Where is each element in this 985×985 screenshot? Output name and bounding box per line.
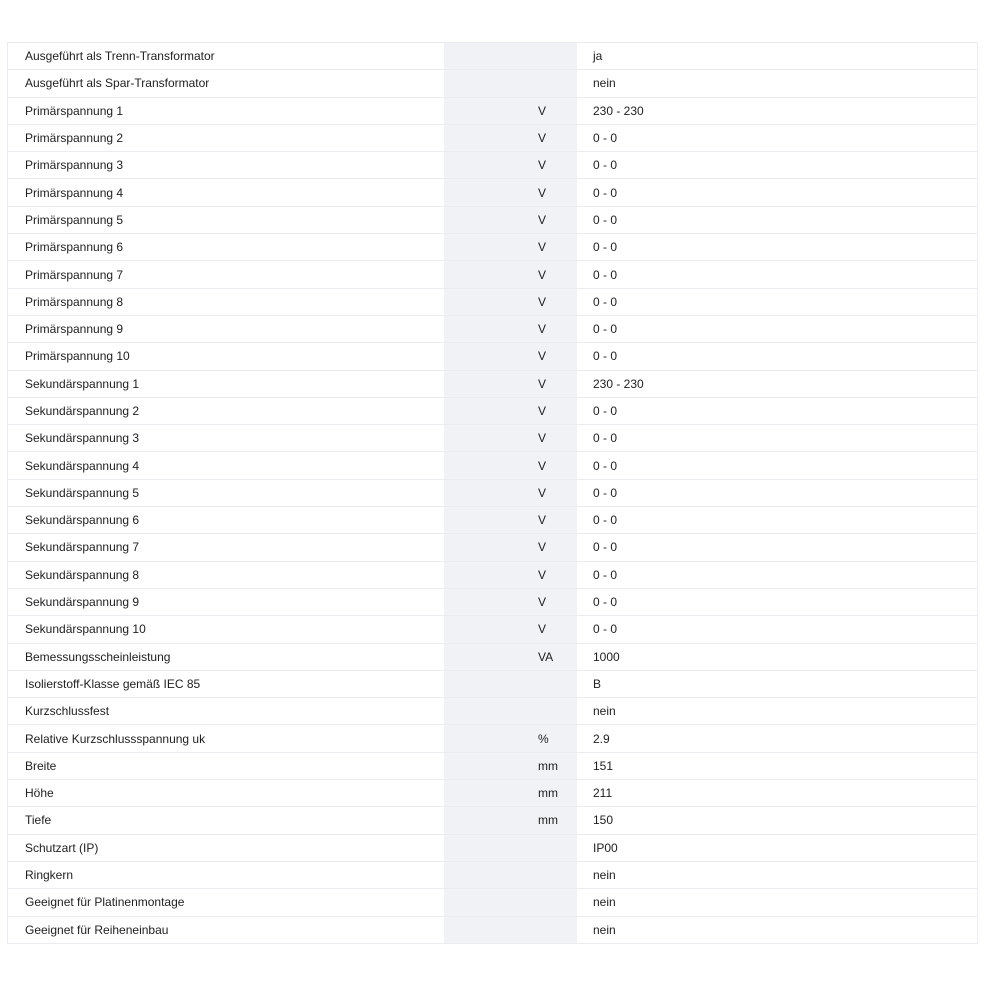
spec-row <box>8 916 978 943</box>
spec-spacer <box>444 206 521 233</box>
spec-spacer <box>444 588 521 615</box>
spec-unit: V <box>521 315 577 342</box>
spec-value: nein <box>577 70 978 97</box>
spec-spacer <box>444 889 521 916</box>
spec-spacer <box>444 861 521 888</box>
spec-spacer <box>444 370 521 397</box>
spec-value: 0 - 0 <box>577 397 978 424</box>
spec-unit <box>521 698 577 725</box>
spec-name: Primärspannung 1 <box>8 97 445 124</box>
spec-spacer <box>444 43 521 70</box>
spec-name: Sekundärspannung 7 <box>8 534 445 561</box>
spec-value: 230 - 230 <box>577 97 978 124</box>
spec-row <box>8 670 978 697</box>
spec-value: 0 - 0 <box>577 206 978 233</box>
spec-value: 0 - 0 <box>577 343 978 370</box>
spec-row <box>8 315 978 342</box>
spec-unit: V <box>521 288 577 315</box>
spec-unit: V <box>521 234 577 261</box>
spec-unit: V <box>521 397 577 424</box>
spec-unit: mm <box>521 807 577 834</box>
spec-name: Bemessungsscheinleistung <box>8 643 445 670</box>
spec-unit: mm <box>521 780 577 807</box>
spec-value: 0 - 0 <box>577 261 978 288</box>
spec-unit: V <box>521 97 577 124</box>
spec-table-body <box>8 43 978 944</box>
spec-name: Sekundärspannung 6 <box>8 507 445 534</box>
spec-name: Geeignet für Reiheneinbau <box>8 916 445 943</box>
spec-unit: V <box>521 206 577 233</box>
spec-value: 211 <box>577 780 978 807</box>
spec-spacer <box>444 670 521 697</box>
spec-value: 0 - 0 <box>577 479 978 506</box>
spec-value: 0 - 0 <box>577 588 978 615</box>
spec-name: Breite <box>8 752 445 779</box>
spec-spacer <box>444 315 521 342</box>
spec-value: 2.9 <box>577 725 978 752</box>
spec-unit: V <box>521 343 577 370</box>
spec-unit <box>521 43 577 70</box>
spec-name: Primärspannung 7 <box>8 261 445 288</box>
spec-unit <box>521 70 577 97</box>
spec-row <box>8 206 978 233</box>
spec-spacer <box>444 834 521 861</box>
spec-unit: mm <box>521 752 577 779</box>
spec-row <box>8 179 978 206</box>
spec-value: 0 - 0 <box>577 124 978 151</box>
spec-name: Sekundärspannung 9 <box>8 588 445 615</box>
spec-row <box>8 479 978 506</box>
spec-name: Primärspannung 8 <box>8 288 445 315</box>
spec-unit: V <box>521 261 577 288</box>
spec-name: Primärspannung 9 <box>8 315 445 342</box>
spec-spacer <box>444 179 521 206</box>
spec-row <box>8 861 978 888</box>
spec-spacer <box>444 479 521 506</box>
spec-value: 0 - 0 <box>577 507 978 534</box>
spec-value: nein <box>577 916 978 943</box>
spec-unit: % <box>521 725 577 752</box>
spec-unit: V <box>521 534 577 561</box>
spec-value: 0 - 0 <box>577 425 978 452</box>
spec-spacer <box>444 752 521 779</box>
spec-row <box>8 807 978 834</box>
spec-value: 0 - 0 <box>577 315 978 342</box>
spec-spacer <box>444 261 521 288</box>
spec-spacer <box>444 152 521 179</box>
spec-unit <box>521 670 577 697</box>
spec-value: 0 - 0 <box>577 452 978 479</box>
spec-unit <box>521 916 577 943</box>
spec-value: 0 - 0 <box>577 179 978 206</box>
spec-spacer <box>444 780 521 807</box>
spec-unit <box>521 861 577 888</box>
spec-value: 0 - 0 <box>577 616 978 643</box>
spec-name: Ringkern <box>8 861 445 888</box>
spec-spacer <box>444 234 521 261</box>
spec-value: 150 <box>577 807 978 834</box>
spec-unit <box>521 834 577 861</box>
spec-spacer <box>444 507 521 534</box>
spec-spacer <box>444 124 521 151</box>
spec-row <box>8 70 978 97</box>
spec-unit: V <box>521 452 577 479</box>
spec-row <box>8 889 978 916</box>
spec-row <box>8 507 978 534</box>
spec-unit: V <box>521 425 577 452</box>
spec-name: Höhe <box>8 780 445 807</box>
spec-name: Primärspannung 10 <box>8 343 445 370</box>
spec-spacer <box>444 643 521 670</box>
spec-name: Sekundärspannung 1 <box>8 370 445 397</box>
spec-unit: VA <box>521 643 577 670</box>
spec-value: IP00 <box>577 834 978 861</box>
spec-name: Sekundärspannung 3 <box>8 425 445 452</box>
spec-spacer <box>444 916 521 943</box>
spec-value: 0 - 0 <box>577 561 978 588</box>
spec-name: Primärspannung 4 <box>8 179 445 206</box>
spec-name: Schutzart (IP) <box>8 834 445 861</box>
spec-row <box>8 261 978 288</box>
spec-row <box>8 725 978 752</box>
spec-value: 0 - 0 <box>577 288 978 315</box>
spec-row <box>8 643 978 670</box>
spec-row <box>8 397 978 424</box>
spec-name: Geeignet für Platinenmontage <box>8 889 445 916</box>
spec-row <box>8 370 978 397</box>
spec-table <box>7 42 978 944</box>
spec-name: Sekundärspannung 4 <box>8 452 445 479</box>
spec-row <box>8 752 978 779</box>
spec-row <box>8 288 978 315</box>
spec-row <box>8 124 978 151</box>
spec-spacer <box>444 616 521 643</box>
spec-unit: V <box>521 370 577 397</box>
spec-value: nein <box>577 889 978 916</box>
spec-spacer <box>444 452 521 479</box>
spec-unit: V <box>521 152 577 179</box>
spec-name: Isolierstoff-Klasse gemäß IEC 85 <box>8 670 445 697</box>
spec-name: Relative Kurzschlussspannung uk <box>8 725 445 752</box>
spec-spacer <box>444 698 521 725</box>
spec-unit: V <box>521 479 577 506</box>
spec-name: Sekundärspannung 5 <box>8 479 445 506</box>
spec-row <box>8 234 978 261</box>
spec-row <box>8 152 978 179</box>
spec-row <box>8 534 978 561</box>
spec-value: nein <box>577 861 978 888</box>
spec-spacer <box>444 807 521 834</box>
spec-row <box>8 780 978 807</box>
spec-row <box>8 452 978 479</box>
spec-spacer <box>444 725 521 752</box>
spec-spacer <box>444 97 521 124</box>
spec-value: 230 - 230 <box>577 370 978 397</box>
spec-value: nein <box>577 698 978 725</box>
spec-spacer <box>444 70 521 97</box>
spec-name: Primärspannung 5 <box>8 206 445 233</box>
spec-value: 0 - 0 <box>577 234 978 261</box>
spec-value: B <box>577 670 978 697</box>
spec-name: Ausgeführt als Spar-Transformator <box>8 70 445 97</box>
spec-value: 1000 <box>577 643 978 670</box>
spec-unit: V <box>521 561 577 588</box>
spec-name: Sekundärspannung 10 <box>8 616 445 643</box>
spec-row <box>8 698 978 725</box>
spec-row <box>8 834 978 861</box>
spec-unit <box>521 889 577 916</box>
spec-value: ja <box>577 43 978 70</box>
spec-row <box>8 97 978 124</box>
spec-row <box>8 425 978 452</box>
spec-row <box>8 343 978 370</box>
spec-row <box>8 616 978 643</box>
spec-name: Tiefe <box>8 807 445 834</box>
spec-value: 0 - 0 <box>577 534 978 561</box>
spec-name: Sekundärspannung 8 <box>8 561 445 588</box>
spec-spacer <box>444 343 521 370</box>
spec-row <box>8 43 978 70</box>
spec-unit: V <box>521 588 577 615</box>
spec-unit: V <box>521 616 577 643</box>
spec-name: Primärspannung 6 <box>8 234 445 261</box>
spec-unit: V <box>521 179 577 206</box>
spec-name: Primärspannung 3 <box>8 152 445 179</box>
spec-spacer <box>444 288 521 315</box>
spec-value: 0 - 0 <box>577 152 978 179</box>
spec-row <box>8 588 978 615</box>
spec-name: Sekundärspannung 2 <box>8 397 445 424</box>
spec-name: Primärspannung 2 <box>8 124 445 151</box>
spec-unit: V <box>521 507 577 534</box>
spec-name: Ausgeführt als Trenn-Transformator <box>8 43 445 70</box>
spec-spacer <box>444 561 521 588</box>
spec-name: Kurzschlussfest <box>8 698 445 725</box>
spec-value: 151 <box>577 752 978 779</box>
spec-unit: V <box>521 124 577 151</box>
spec-spacer <box>444 534 521 561</box>
spec-row <box>8 561 978 588</box>
spec-spacer <box>444 425 521 452</box>
spec-spacer <box>444 397 521 424</box>
